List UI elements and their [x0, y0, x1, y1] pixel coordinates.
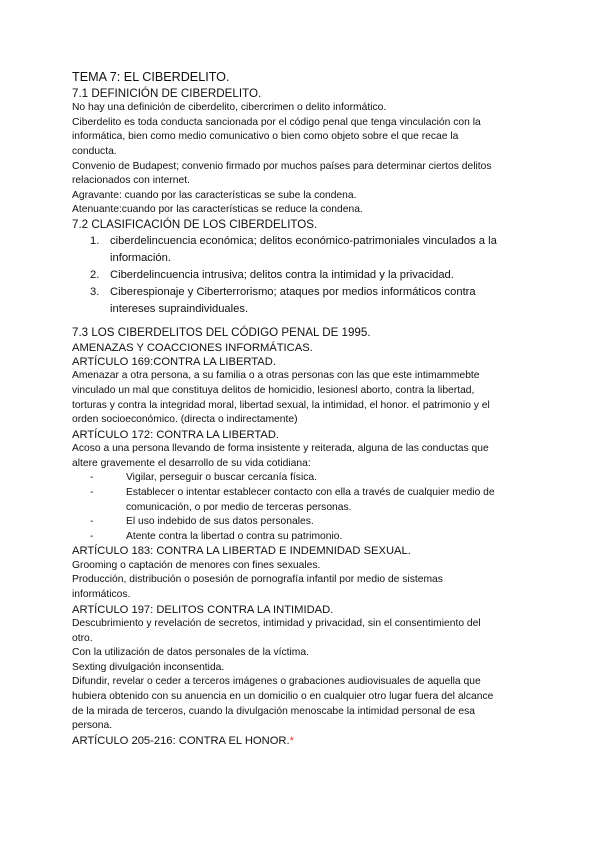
list-item	[90, 471, 532, 486]
list-item	[90, 233, 532, 267]
section-heading-clasificacion: 7.2 CLASIFICACIÓN DE LOS CIBERDELITOS.	[72, 218, 318, 232]
list-item-text: Ciberespionaje y Ciberterrorismo; ataques por medios informáticos contra	[110, 285, 476, 298]
list-item-text: información.	[110, 251, 171, 264]
list-item	[90, 530, 532, 545]
paragraph-line: hubiera obtenido con su anuencia en un domicilio o en cualquier otro lugar fuera del alcance	[72, 690, 494, 702]
paragraph-line: Agravante: cuando por las características se sube la condena.	[72, 189, 357, 201]
list-number: 2.	[90, 268, 100, 281]
list-item-text: intereses supraindividuales.	[110, 302, 249, 315]
paragraph-line: Sexting divulgación inconsentida.	[72, 661, 225, 673]
article-169-title: ARTÍCULO 169:CONTRA LA LIBERTAD.	[72, 356, 276, 369]
list-item-text: Ciberdelincuencia intrusiva; delitos contra la intimidad y la privacidad.	[110, 268, 454, 281]
document-page	[72, 70, 532, 748]
paragraph-line: persona.	[72, 720, 113, 732]
article-197-title: ARTÍCULO 197: DELITOS CONTRA LA INTIMIDAD.	[72, 603, 334, 616]
paragraph-line: vinculado un mal que constituya delitos de homicidio, lesionesl aborto, contra la libertad,	[72, 385, 475, 397]
comment-marker[interactable]: *	[289, 734, 294, 747]
paragraph-line: informáticos.	[72, 588, 131, 600]
dash-bullet: -	[90, 530, 94, 542]
paragraph-line: Convenio de Budapest; convenio firmado por muchos países para determinar ciertos delitos	[72, 160, 492, 172]
paragraph-line: No hay una definición de ciberdelito, cibercrimen o delito informático.	[72, 102, 387, 114]
paragraph-line: Acoso a una persona llevando de forma insistente y reiterada, alguna de las conductas que	[72, 443, 489, 455]
paragraph-line: conducta.	[72, 146, 117, 158]
list-item-text: ciberdelincuencia económica; delitos económico-patrimoniales vinculados a la	[110, 234, 497, 247]
paragraph-line: de la mirada de terceros, cuando la divulgación menoscabe la intimidad personal de esa	[72, 705, 475, 717]
paragraph-line: Amenazar a otra persona, a su familia o a otras personas con las que este intimammebte	[72, 370, 480, 382]
list-item-text: Atente contra la libertad o contra su patrimonio.	[126, 530, 343, 542]
dash-bullet: -	[90, 516, 94, 528]
paragraph-line: Difundir, revelar o ceder a terceros imágenes o grabaciones audiovisuales de aquella que	[72, 676, 481, 688]
subheading-amenazas: AMENAZAS Y COACCIONES INFORMÁTICAS.	[72, 341, 313, 354]
list-item	[90, 515, 532, 530]
article-183-title: ARTÍCULO 183: CONTRA LA LIBERTAD E INDEMNIDAD SEXUAL.	[72, 545, 411, 558]
classification-list	[72, 233, 532, 318]
acoso-conduct-list	[72, 471, 532, 544]
list-item-text: Establecer o intentar establecer contacto con ella a través de cualquier medio de	[126, 487, 495, 499]
paragraph-line: Ciberdelito es toda conducta sancionada por el código penal que tenga vinculación con la	[72, 116, 481, 128]
list-item	[90, 284, 532, 318]
paragraph-line: Grooming o captación de menores con fines sexuales.	[72, 559, 321, 571]
article-172-title: ARTÍCULO 172: CONTRA LA LIBERTAD.	[72, 428, 280, 441]
section-heading-codigo-penal: 7.3 LOS CIBERDELITOS DEL CÓDIGO PENAL DE 1995.	[72, 325, 371, 339]
list-item	[90, 486, 532, 515]
paragraph-line: orden socioeconómico. (directa o indirectamente)	[72, 414, 298, 426]
list-number: 3.	[90, 285, 100, 298]
list-number: 1.	[90, 234, 100, 247]
paragraph-line: torturas y contra la integridad moral, libertad sexual, la intimidad, el honor. el patrimonio y el	[72, 399, 490, 411]
paragraph-line: otro.	[72, 632, 93, 644]
list-item-text: El uso indebido de sus datos personales.	[126, 516, 314, 528]
dash-bullet: -	[90, 472, 94, 484]
paragraph-line: relacionados con internet.	[72, 175, 190, 187]
paragraph-line: Descubrimiento y revelación de secretos, intimidad y privacidad, sin el consentimiento del	[72, 617, 481, 629]
paragraph-line: Producción, distribución o posesión de pornografía infantil por medio de sistemas	[72, 574, 443, 586]
article-205-text: ARTÍCULO 205-216: CONTRA EL HONOR.	[72, 734, 290, 747]
dash-bullet: -	[90, 487, 94, 499]
list-item	[90, 267, 532, 284]
list-item-text: Vigilar, perseguir o buscar cercanía física.	[126, 472, 317, 484]
list-item-text: comunicación, o por medio de terceras personas.	[126, 501, 352, 513]
paragraph-line: informática, bien como medio comunicativo o bien como objeto sobre el que recae la	[72, 131, 459, 143]
document-title: TEMA 7: EL CIBERDELITO.	[72, 70, 230, 84]
spacer	[72, 318, 532, 326]
paragraph-line: Con la utilización de datos personales de la víctima.	[72, 647, 309, 659]
paragraph-line: altere gravemente el desarrollo de su vida cotidiana:	[72, 457, 311, 469]
section-heading-definicion: 7.1 DEFINICIÓN DE CIBERDELITO.	[72, 86, 262, 100]
paragraph-line: Atenuante:cuando por las características se reduce la condena.	[72, 204, 363, 216]
article-205-title	[72, 734, 532, 748]
